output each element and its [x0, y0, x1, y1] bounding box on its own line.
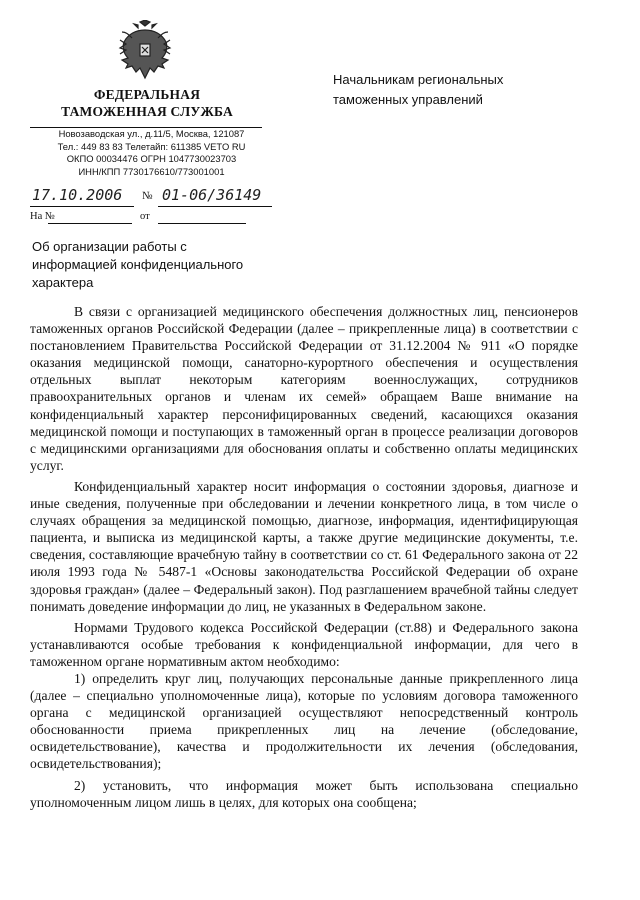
- subject-line-3: характера: [32, 275, 94, 290]
- org-line-2: ТАМОЖЕННАЯ СЛУЖБА: [61, 104, 233, 119]
- reply-date-label: от: [140, 211, 150, 222]
- reply-reference-line: [30, 211, 290, 227]
- registration-line: [30, 186, 280, 210]
- subject-line-1: Об организации работы с: [32, 239, 187, 254]
- reply-date-blank: [158, 223, 246, 224]
- organization-address: [44, 128, 259, 178]
- registration-number: 01-06/36149: [162, 186, 262, 204]
- double-headed-eagle-emblem-icon: [118, 20, 172, 80]
- reply-number-label: На №: [30, 211, 55, 222]
- address-line-1: Новозаводская ул., д.11/5, Москва, 121087: [58, 128, 245, 139]
- number-underline: [158, 206, 272, 207]
- reply-number-blank: [48, 223, 132, 224]
- body-paragraph-5: 2) установить, что информация может быть использована специально уполномоченным лицом лишь в целях, для которых она сообщена;: [30, 777, 578, 810]
- addressee-line-1: Начальникам региональных: [333, 72, 504, 87]
- letter-subject: [32, 238, 272, 292]
- body-paragraph-3: Нормами Трудового кодекса Российской Федерации (ст.88) и Федерального закона устанавливаются особые требования к конфиденциальной информации, для чего в таможенном органе нормативным актом необходимо:: [30, 619, 578, 669]
- address-line-3: ОКПО 00034476 ОГРН 1047730023703: [66, 153, 237, 165]
- organization-name: [52, 86, 242, 120]
- addressee-line-2: таможенных управлений: [333, 92, 483, 107]
- body-paragraph-4: 1) определить круг лиц, получающих персональные данные прикрепленного лица (далее – специально уполномоченные лица), которые по условиям договора таможенного органа с медицинской организацией осуществляют непосредственный контроль обоснованности приема прикрепленных лиц на лечение (обследование, освидетельствование), качества и продолжительности их лечения (обследования, освидетельствования);: [30, 670, 578, 772]
- address-line-2: Тел.: 449 83 83 Телетайп: 611385 VETO RU: [57, 140, 246, 152]
- body-paragraph-2: Конфиденциальный характер носит информация о состоянии здоровья, диагнозе и иные сведения, полученные при обследовании и лечении конкретного лица, в том числе о случаях обращения за медицинской помощью, диагнозе, информация, идентифицирующая пациента, и выписка из медицинской карты, а также другие медицинские документы, т.е. сведения, составляющие врачебную тайну в соответствии со ст. 61 Федерального закона от 22 июля 1993 года № 5487-1 «Основы законодательства Российской Федерации об охране здоровья граждан» (далее – Федеральный закон). Под разглашением врачебной тайны следует понимать доведение информации до лиц, не указанных в Федеральном законе.: [30, 478, 578, 614]
- addressee: [333, 70, 573, 110]
- number-label: №: [142, 190, 153, 202]
- subject-line-2: информацией конфиденциального: [32, 257, 244, 272]
- address-line-4: ИНН/КПП 7730176610/773001001: [78, 165, 225, 177]
- date-underline: [30, 206, 134, 207]
- registration-date: 17.10.2006: [32, 186, 123, 204]
- letter-body: [30, 303, 578, 811]
- org-line-1: ФЕДЕРАЛЬНАЯ: [93, 87, 201, 102]
- body-paragraph-1: В связи с организацией медицинского обеспечения должностных лиц, пенсионеров таможенных органов Российской Федерации (далее – прикрепленные лица) в соответствии с постановлением Правительства Российской Федерации от 31.12.2004 № 911 «О порядке оказания медицинской помощи, санаторно-курортного обеспечения и осуществления отдельных выплат некоторым категориям военнослужащих, сотрудников правоохранительных органов и членам их семей» обращаем Ваше внимание на конфиденциальный характер персонифицированных сведений, касающихся оказания медицинской помощи и поступающих в таможенный орган в процессе реализации договоров с медицинскими организациями для обоснования оплаты и собственно оплаты медицинских услуг.: [30, 304, 578, 473]
